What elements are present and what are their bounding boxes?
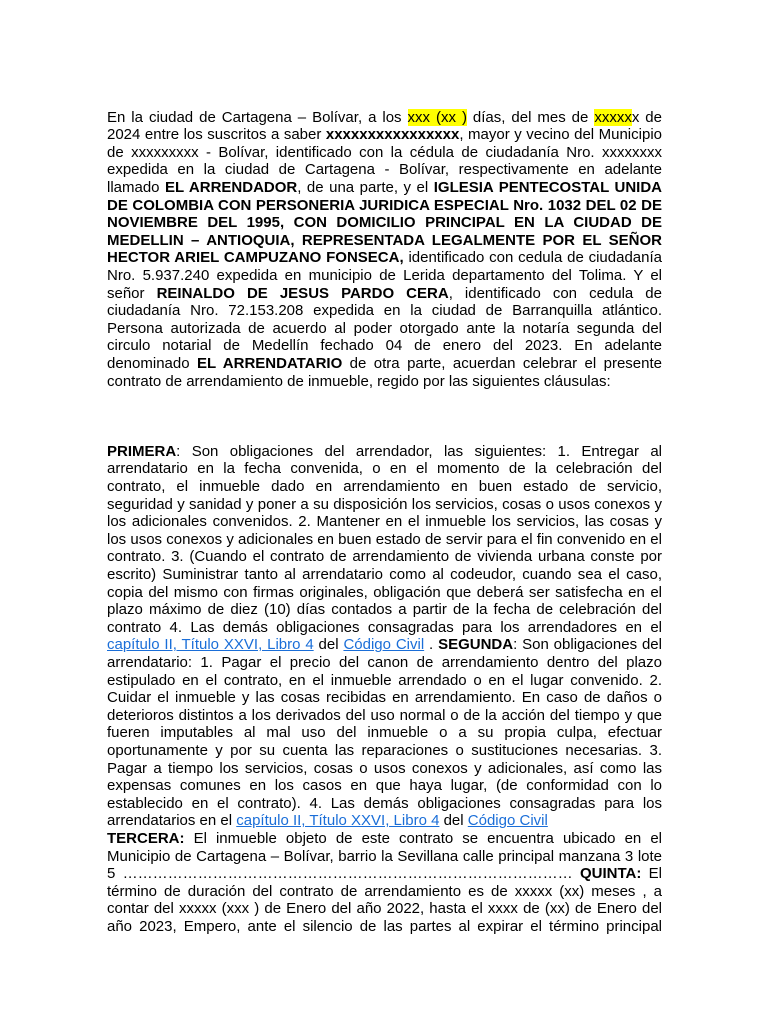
clause-quinta-heading: QUINTA:	[579, 865, 642, 883]
clause-text: del	[313, 636, 344, 654]
highlight-month: xxxxx	[594, 108, 632, 126]
intro-text: identificado con cedula de ciudadanía Nro. 5.937.240 expedida en municipio de Lerida departamento del Tolima. Y el señor	[107, 249, 662, 302]
intro-text: de otra parte, acuerdan celebrar el presente contrato de arrendamiento de inmueble, regido por las siguientes cláusulas:	[107, 354, 662, 390]
clause-text: El inmueble objeto de este contrato se encuentra ubicado en el Municipio de Cartagena – Bolívar, barrio la Sevillana calle principal manzana 3 lote 5 ………………………………………………………………………………	[107, 829, 662, 883]
intro-text: días, del mes de	[466, 108, 595, 126]
intro-text: , de una parte, y el	[297, 178, 434, 196]
clause-text: : Son obligaciones del arrendador, las siguientes: 1. Entregar al arrendatario en la fecha convenida, o en el momento de la celebración del contrato, el inmueble dado en arrendamiento en buen estado de servicio, seguridad y sanidad y poner a su disposición los servicios, cosas o usos conexos y los adicionales convenidos. 2. Mantener en el inmueble los servicios, las cosas y los usos conexos y adicionales en buen estado de servir para el fin convenido en el contrato. 3. (Cuando el contrato de arrendamiento de vivienda urbana conste por escrito) Suministrar tanto al arrendatario como al codeudor, cuando sea el caso, copia del mismo con firmas originales, obligación que deberá ser satisfecha en el plazo máximo de diez (10) días contados a partir de la fecha de celebración del contrato 4. Las demás obligaciones consagradas para los arrendadores en el	[107, 442, 662, 636]
civil-code-link[interactable]: Código Civil	[343, 636, 425, 654]
clause-primera-heading: PRIMERA	[107, 442, 177, 460]
intro-paragraph	[107, 109, 662, 391]
intro-text: , identificado con cedula de ciudadanía Nro. 72.153.208 expedida en la ciudad de Barranquilla atlántico. Persona autorizada de acuerdo al poder otorgado ante la notaría segunda del circulo notarial de Medellín fechado 04 de enero del 2023. En adelante denominado	[107, 284, 662, 372]
document-body	[107, 91, 662, 988]
attorney-name: REINALDO DE JESUS PARDO CERA	[156, 284, 449, 302]
lessor-label: EL ARRENDADOR	[165, 178, 298, 196]
clause-text: : Son obligaciones del arrendatario: 1. Pagar el precio del canon de arrendamiento dentro del plazo estipulado en el contrato, en el inmueble arrendado o en el lugar convenido. 2. Cuidar el inmueble y las cosas recibidas en arrendamiento. En caso de daños o deterioros distintos a los derivados del uso normal o de la acción del tiempo y que fueren imputables al mal uso del inmueble o a su propia culpa, efectuar oportunamente y por su cuenta las reparaciones o sustituciones necesarias. 3. Pagar a tiempo los servicios, cosas o usos conexos y adicionales, así como las expensas comunes en los casos en que haya lugar, (de conformidad con lo establecido en el contrato). 4. Las demás obligaciones consagradas para los arrendatarios en el	[107, 636, 662, 830]
clause-text: del	[439, 812, 468, 830]
chapter-link[interactable]: capítulo II, Título XXVI, Libro 4	[236, 812, 440, 830]
intro-text: , mayor y vecino del Municipio de xxxxxxxxx - Bolívar, identificado con la cédula de ciudadanía Nro. xxxxxxxx expedida en la ciudad de Cartagena - Bolívar, respectivamente en adelante llamado	[107, 126, 662, 196]
lessee-label: EL ARRENDATARIO	[197, 354, 343, 372]
church-description: IGLESIA PENTECOSTAL UNIDA DE COLOMBIA CON PERSONERIA JURIDICA ESPECIAL Nro. 1032 DEL 02 DE NOVIEMBRE DEL 1995, CON DOMICILIO PRINCIPAL EN LA CIUDAD DE MEDELLIN – ANTIOQUIA, REPRESENTADA LEGALMENTE POR EL SEÑOR HECTOR ARIEL CAMPUZANO FONSECA,	[107, 178, 662, 267]
clause-tercera-heading: TERCERA:	[107, 829, 185, 847]
clause-segunda-heading: SEGUNDA	[438, 636, 514, 654]
highlight-days: xxx (xx )	[407, 108, 467, 126]
civil-code-link[interactable]: Código Civil	[467, 812, 548, 830]
page-bottom-margin	[0, 936, 768, 1024]
intro-text: x de 2024 entre los suscritos a saber	[107, 108, 662, 144]
chapter-link[interactable]: capítulo II, Título XXVI, Libro 4	[107, 636, 314, 654]
clause-text: .	[424, 636, 439, 654]
lessor-name-placeholder: xxxxxxxxxxxxxxxx	[325, 126, 460, 144]
clauses-paragraph	[107, 443, 662, 971]
intro-text: En la ciudad de Cartagena – Bolívar, a los	[107, 108, 408, 126]
clause-text: El término de duración del contrato de arrendamiento es de xxxxx (xx) meses , a contar del xxxxx (xxx ) de Enero del año 2022, hasta el xxxx de (xx) de Enero del año 2023, Empero, ante el silencio de las partes al expirar el término principal	[107, 865, 662, 935]
